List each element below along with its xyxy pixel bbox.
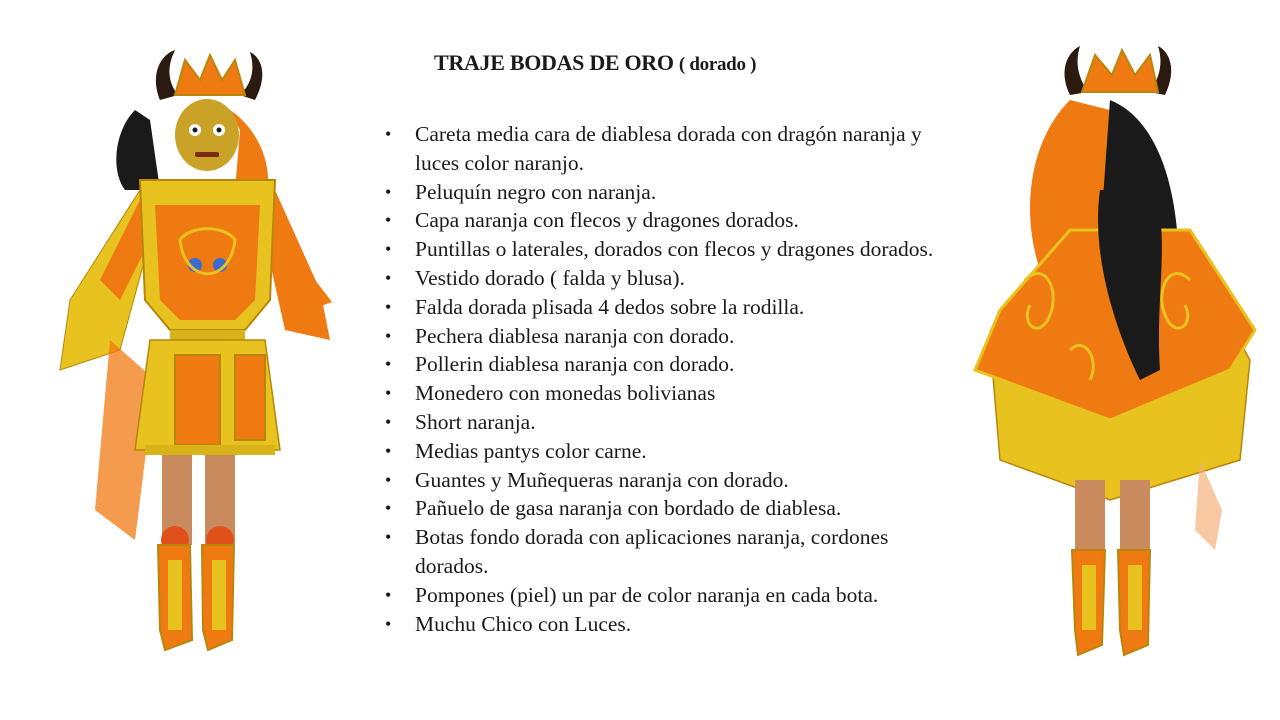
title-sub: ( dorado ) <box>678 54 757 75</box>
list-item: • Pompones (piel) un par de color naranja en cada bota. <box>385 581 945 610</box>
list-item: • Peluquín negro con naranja. <box>385 178 945 207</box>
list-item: • Monedero con monedas bolivianas <box>385 379 945 408</box>
costume-item-list <box>385 120 945 638</box>
costume-front-photo <box>40 40 340 665</box>
title-main: TRAJE BODAS DE ORO <box>434 50 674 75</box>
list-item: • Medias pantys color carne. <box>385 437 945 466</box>
list-item: • Puntillas o laterales, dorados con flecos y dragones dorados. <box>385 235 945 264</box>
list-item: • Vestido dorado ( falda y blusa). <box>385 264 945 293</box>
list-item: • Pollerin diablesa naranja con dorado. <box>385 350 945 379</box>
list-item: • Falda dorada plisada 4 dedos sobre la rodilla. <box>385 293 945 322</box>
list-item: • Pechera diablesa naranja con dorado. <box>385 322 945 351</box>
costume-back-photo <box>960 40 1260 665</box>
list-item: • Botas fondo dorada con aplicaciones naranja, cordones dorados. <box>385 523 945 581</box>
list-item: • Capa naranja con flecos y dragones dorados. <box>385 206 945 235</box>
list-item: • Pañuelo de gasa naranja con bordado de diablesa. <box>385 494 945 523</box>
list-item: • Short naranja. <box>385 408 945 437</box>
slide-title <box>434 50 854 76</box>
list-item: • Muchu Chico con Luces. <box>385 610 945 639</box>
list-item: • Guantes y Muñequeras naranja con dorado. <box>385 466 945 495</box>
list-item: • Careta media cara de diablesa dorada con dragón naranja y luces color naranjo. <box>385 120 945 178</box>
